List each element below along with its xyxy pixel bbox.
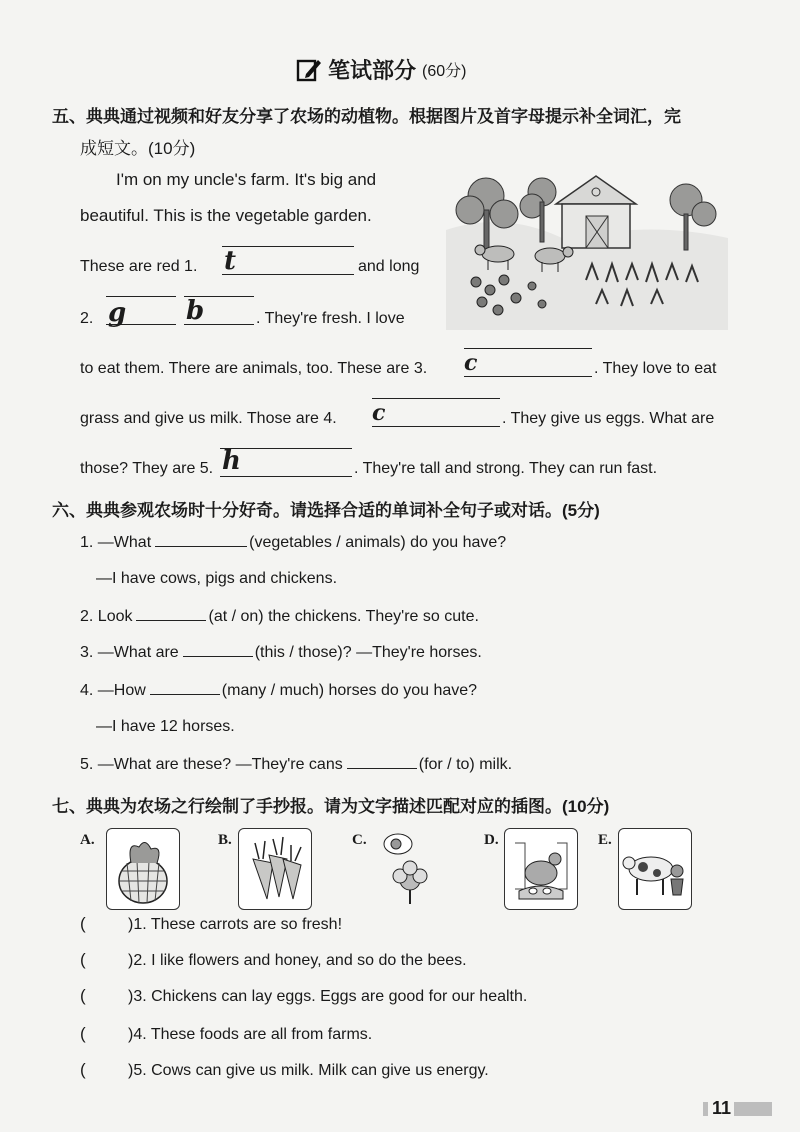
q4-row: 4. —How (many / much) horses do you have?: [80, 682, 478, 699]
answer-paren-3[interactable]: (: [80, 986, 86, 1005]
q1-blank[interactable]: [155, 546, 247, 547]
q1-row: 1. —What (vegetables / animals) do you have?: [80, 534, 507, 551]
passage-line3-end: and long: [358, 258, 420, 275]
option-label-a: A.: [80, 832, 95, 848]
farm-illustration: [446, 170, 728, 330]
q2-row: 2. Look (at / on) the chickens. They're so cute.: [80, 608, 479, 625]
cow-icon: [619, 829, 691, 909]
answer-paren-4[interactable]: (: [80, 1024, 86, 1043]
answer-paren-2[interactable]: (: [80, 950, 86, 969]
section5-title-line1: 五、典典通过视频和好友分享了农场的动植物。根据图片及首字母提示补全词汇，完: [52, 107, 681, 126]
bee-and-flower-picture: [372, 828, 444, 908]
match-item-2: )2. I like flowers and honey, and so do the bees.: [128, 952, 467, 969]
bee-flower-icon: [372, 828, 444, 908]
passage-line3-start: These are red 1.: [80, 258, 198, 275]
q1-answer: —I have cows, pigs and chickens.: [96, 570, 338, 587]
passage-line7-end: . They're tall and strong. They can run fast.: [354, 460, 658, 477]
blank2b-hint: b: [186, 296, 205, 326]
blank5-hint: h: [222, 446, 241, 476]
match-item-4: )4. These foods are all from farms.: [128, 1026, 373, 1043]
page-marker-bar: [734, 1102, 772, 1116]
q4-answer: —I have 12 horses.: [96, 718, 235, 735]
header-points: (60分): [422, 63, 467, 80]
blank1-hint: t: [224, 246, 237, 276]
option-label-d: D.: [484, 832, 499, 848]
page-number: 11: [712, 1098, 732, 1118]
q4-blank[interactable]: [150, 694, 220, 695]
match-item-3: )3. Chickens can lay eggs. Eggs are good for our health.: [128, 988, 528, 1005]
carrots-picture: [238, 828, 312, 910]
answer-paren-1[interactable]: (: [80, 914, 86, 933]
passage-line6-start: grass and give us milk. Those are 4.: [80, 410, 337, 427]
passage-line5-end: . They love to eat: [594, 360, 717, 377]
page-marker-left: [703, 1102, 708, 1116]
carrot-icon: [239, 829, 311, 909]
vegetable-basket-icon: [107, 829, 179, 909]
q5-blank[interactable]: [347, 768, 417, 769]
option-label-e: E.: [598, 832, 612, 848]
cow-and-farmer-picture: [618, 828, 692, 910]
blank2a-hint: g: [108, 298, 127, 328]
section5-title-line2: 成短文。(10分): [80, 139, 196, 158]
q3-row: 3. —What are (this / those)? —They're horses.: [80, 644, 482, 661]
option-label-b: B.: [218, 832, 232, 848]
section7-title: 七、典典为农场之行绘制了手抄报。请为文字描述匹配对应的插图。(10分): [52, 797, 610, 816]
passage-line1: I'm on my uncle's farm. It's big and: [116, 170, 377, 189]
hen-icon: [505, 829, 577, 909]
q2-blank[interactable]: [136, 620, 206, 621]
passage-line2: beautiful. This is the vegetable garden.: [80, 206, 372, 225]
section-header: [296, 54, 466, 85]
option-label-c: C.: [352, 832, 367, 848]
passage-line6-end: . They give us eggs. What are: [502, 410, 715, 427]
match-item-5: )5. Cows can give us milk. Milk can give us energy.: [128, 1062, 489, 1079]
blank4-hint: c: [372, 400, 386, 426]
basket-of-vegetables-picture: [106, 828, 180, 910]
q3-blank[interactable]: [183, 656, 253, 657]
passage-line4-num: 2.: [80, 310, 94, 327]
blank3-hint: c: [464, 350, 478, 376]
pencil-note-icon: [296, 57, 322, 83]
match-item-1: )1. These carrots are so fresh!: [128, 916, 343, 933]
passage-line7-start: those? They are 5.: [80, 460, 214, 477]
header-title: 笔试部分: [328, 58, 417, 83]
passage-line4-end: . They're fresh. I love: [256, 310, 405, 327]
q5-row: 5. —What are these? —They're cans (for / to) milk.: [80, 756, 513, 773]
section6-title: 六、典典参观农场时十分好奇。请选择合适的单词补全句子或对话。(5分): [52, 501, 600, 520]
passage-line5-start: to eat them. There are animals, too. These are 3.: [80, 360, 428, 377]
hen-with-eggs-picture: [504, 828, 578, 910]
answer-paren-5[interactable]: (: [80, 1060, 86, 1079]
